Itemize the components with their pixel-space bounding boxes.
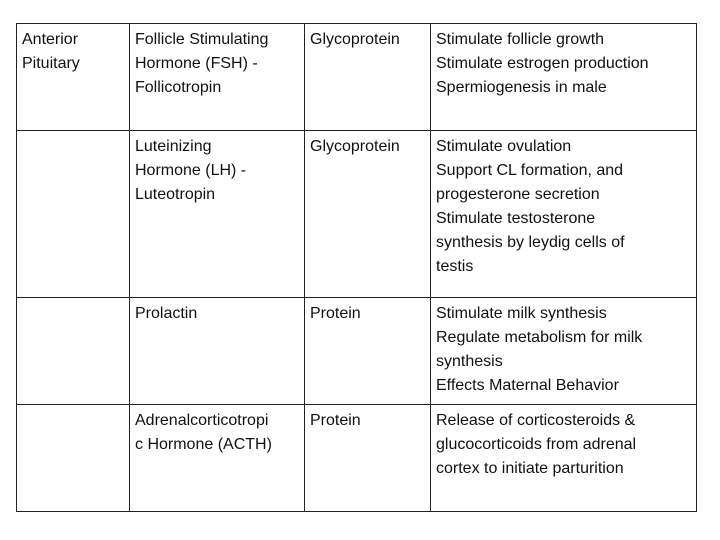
hormone-cell: Prolactin	[130, 298, 305, 405]
hormone-table	[16, 23, 697, 512]
function-cell: Stimulate follicle growth Stimulate estrogen production Spermiogenesis in male	[431, 24, 697, 131]
function-cell: Release of corticosteroids & glucocorticoids from adrenal cortex to initiate parturition	[431, 405, 697, 512]
table-row	[17, 24, 697, 131]
table-row	[17, 131, 697, 298]
table-row	[17, 405, 697, 512]
gland-cell	[17, 298, 130, 405]
function-cell: Stimulate milk synthesis Regulate metabolism for milk synthesis Effects Maternal Behavior	[431, 298, 697, 405]
type-cell: Glycoprotein	[305, 131, 431, 298]
gland-cell	[17, 131, 130, 298]
hormone-cell: Follicle Stimulating Hormone (FSH) - Follicotropin	[130, 24, 305, 131]
type-cell: Protein	[305, 298, 431, 405]
gland-cell	[17, 405, 130, 512]
hormone-cell: Adrenalcorticotropi c Hormone (ACTH)	[130, 405, 305, 512]
table-row	[17, 298, 697, 405]
gland-cell: Anterior Pituitary	[17, 24, 130, 131]
hormone-cell: Luteinizing Hormone (LH) - Luteotropin	[130, 131, 305, 298]
type-cell: Protein	[305, 405, 431, 512]
type-cell: Glycoprotein	[305, 24, 431, 131]
function-cell: Stimulate ovulation Support CL formation, and progesterone secretion Stimulate testosterone synthesis by leydig cells of testis	[431, 131, 697, 298]
